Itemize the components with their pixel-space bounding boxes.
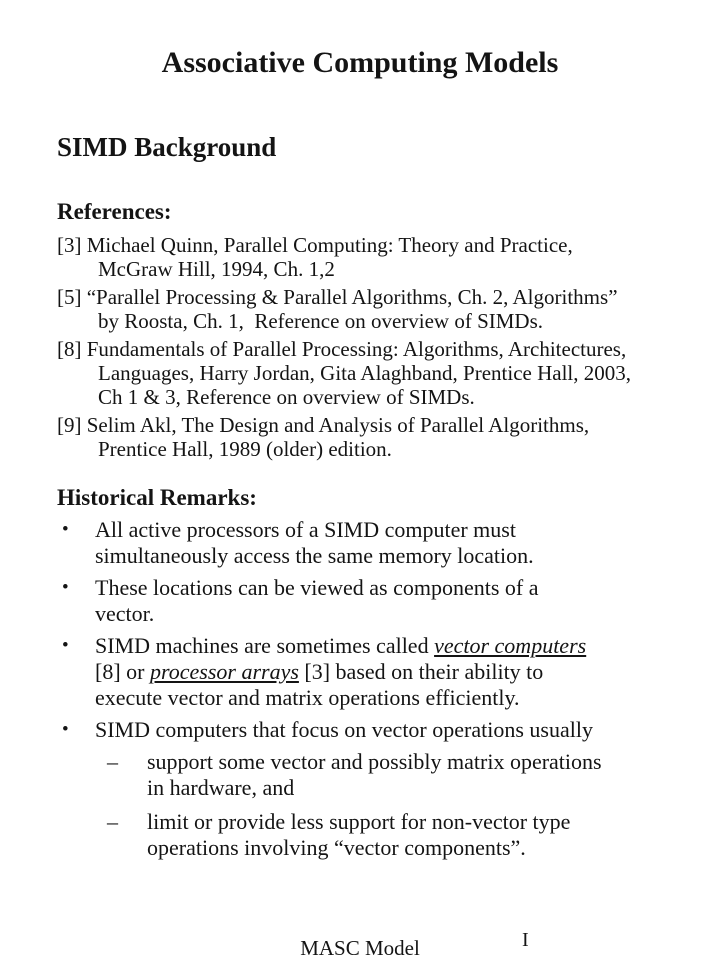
bullet-item <box>57 633 710 711</box>
bullet-icon: • <box>62 635 69 656</box>
text-line: Prentice Hall, 1989 (older) edition. <box>98 437 392 461</box>
text-line: vector. <box>95 601 155 626</box>
reference-item-9 <box>57 413 710 461</box>
text-line: execute vector and matrix operations efficiently. <box>95 685 520 710</box>
text-line: by Roosta, Ch. 1, Reference on overview of SIMDs. <box>98 309 543 333</box>
reference-item-3 <box>57 233 710 281</box>
sub-bullet-text <box>147 809 710 861</box>
bullet-text <box>95 575 710 627</box>
bullet-icon: • <box>62 519 69 540</box>
bullet-text <box>95 717 710 743</box>
page-number: I <box>522 929 529 951</box>
text-line: SIMD computers that focus on vector operations usually <box>95 717 593 742</box>
footer-title: MASC Model <box>300 936 420 960</box>
text-line: [3] Michael Quinn, Parallel Computing: Theory and Practice, <box>57 233 573 257</box>
reference-item-5 <box>57 285 710 333</box>
sub-bullet-item <box>105 809 710 861</box>
text-line: support some vector and possibly matrix operations <box>147 749 602 774</box>
bullet-item <box>57 575 710 627</box>
text-line: simultaneously access the same memory location. <box>95 543 534 568</box>
historical-remarks-heading: Historical Remarks: <box>57 485 257 510</box>
text-line: Ch 1 & 3, Reference on overview of SIMDs. <box>98 385 475 409</box>
bullet-item <box>57 517 710 569</box>
bullet-icon: • <box>62 577 69 598</box>
dash-icon: – <box>107 749 118 774</box>
text-line <box>95 633 710 659</box>
bullet-item <box>57 717 710 743</box>
references-list <box>57 233 710 461</box>
text-line: McGraw Hill, 1994, Ch. 1,2 <box>98 257 335 281</box>
term-vector-computers: vector computers <box>434 633 587 658</box>
text-line <box>95 659 710 685</box>
text-line: [9] Selim Akl, The Design and Analysis of Parallel Algorithms, <box>57 413 590 437</box>
bullet-list <box>57 517 710 861</box>
text-line: Languages, Harry Jordan, Gita Alaghband, Prentice Hall, 2003, <box>98 361 632 385</box>
text-segment: [3] based on their ability to <box>298 659 544 684</box>
section-heading-simd-background: SIMD Background <box>57 132 277 162</box>
text-line: operations involving “vector components”. <box>147 835 526 860</box>
sub-bullet-text <box>147 749 710 801</box>
slide-body <box>57 199 710 861</box>
text-line: in hardware, and <box>147 775 295 800</box>
slide-title: Associative Computing Models <box>161 46 559 79</box>
text-line: limit or provide less support for non-vector type <box>147 809 571 834</box>
text-segment: SIMD machines are sometimes called <box>95 633 435 658</box>
bullet-icon: • <box>62 719 69 740</box>
text-line: All active processors of a SIMD computer must <box>95 517 516 542</box>
reference-item-8 <box>57 337 710 409</box>
dash-icon: – <box>107 809 118 834</box>
references-heading: References: <box>57 199 172 224</box>
text-segment: [8] or <box>95 659 150 684</box>
sub-bullet-item <box>105 749 710 801</box>
text-line: [8] Fundamentals of Parallel Processing: Algorithms, Architectures, <box>57 337 627 361</box>
bullet-text <box>95 633 710 711</box>
bullet-text <box>95 517 710 569</box>
text-line: These locations can be viewed as components of a <box>95 575 539 600</box>
term-processor-arrays: processor arrays <box>149 659 299 684</box>
text-line: [5] “Parallel Processing & Parallel Algorithms, Ch. 2, Algorithms” <box>57 285 618 309</box>
